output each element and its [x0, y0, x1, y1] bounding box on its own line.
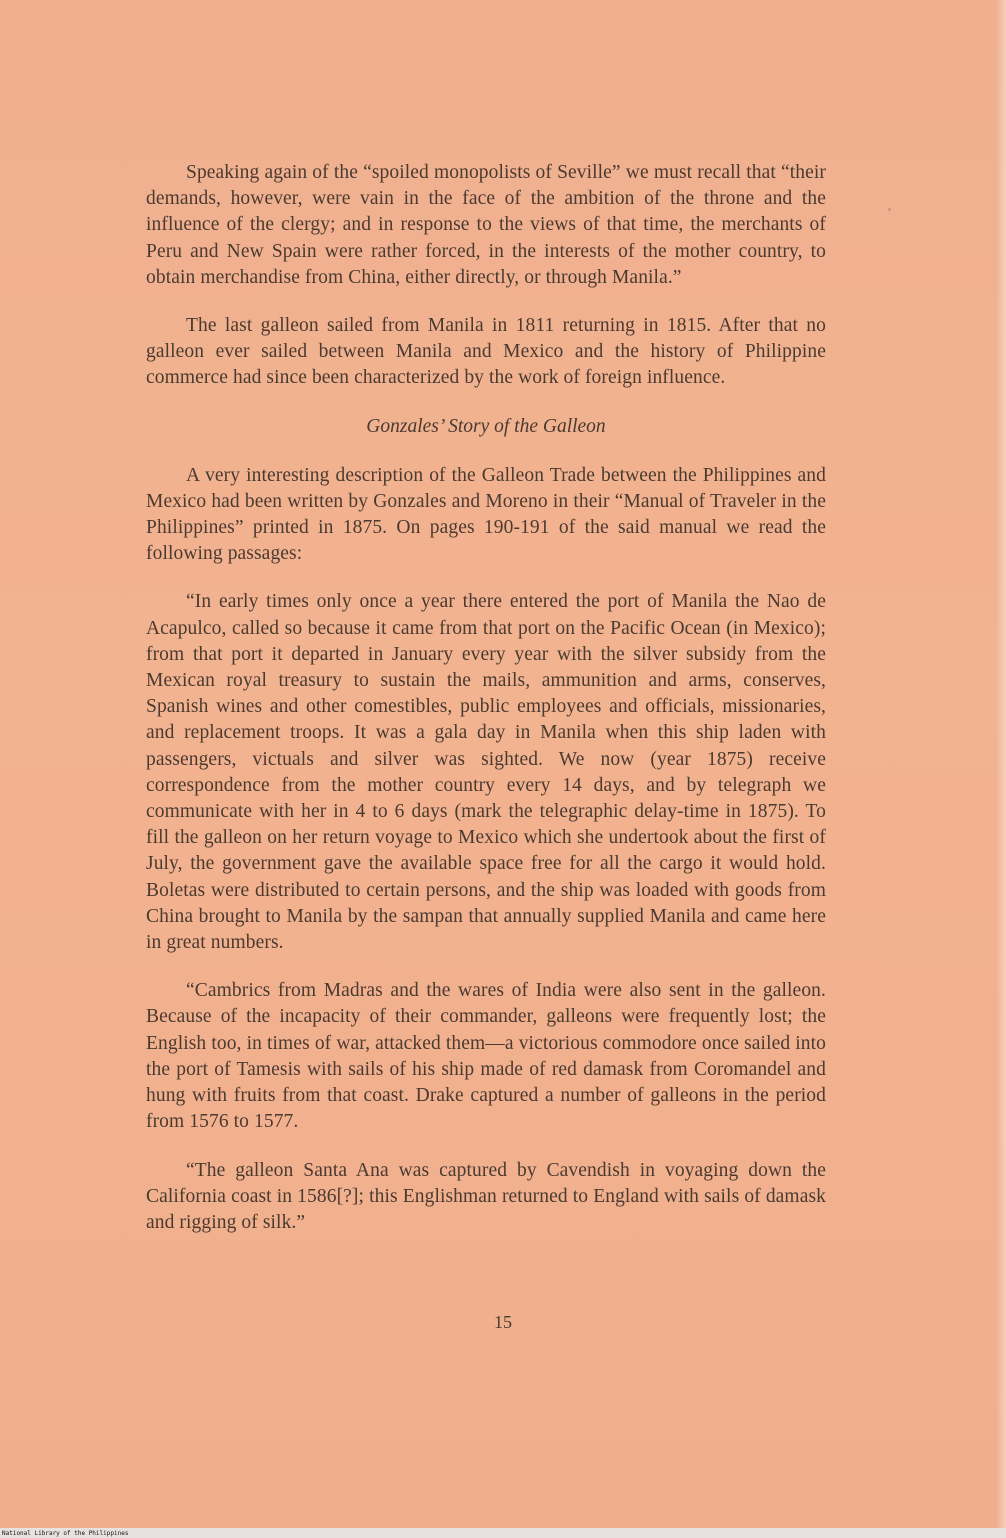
page-number: 15	[494, 1312, 512, 1332]
footer-strip	[0, 1528, 1006, 1538]
paragraph-seville-monopolists: Speaking again of the “spoiled monopolists of Seville” we must recall that “their demands, however, were vain in the face of the ambition of the throne and the influence of the clergy; and in response to the views of that time, the merchants of Peru and New Spain were rather forced, in the interests of the mother country, to obtain merchandise from China, either directly, or through Manila.”	[146, 162, 826, 288]
body-text	[146, 160, 826, 1258]
paper-speck	[888, 208, 891, 211]
paragraph-nao-de-acapulco: “In early times only once a year there entered the port of Manila the Nao de Acapulco, called so because it came from that port on the Pacific Ocean (in Mexico); from that port it departed in January every year with the silver subsidy from the Mexican royal treasury to sustain the mails, ammunition and arms, conserves, Spanish wines and other comestibles, public employees and officials, missionaries, and replacement troops. It was a gala day in Manila when this ship laden with passengers, victuals and silver was sighted. We now (year 1875) receive correspondence from the mother country every 14 days, and by telegraph we communicate with her in 4 to 6 days (mark the telegraphic delay-time in 1875). To fill the galleon on her return voyage to Mexico which she undertook about the first of July, the government gave the available space free for all the cargo it would hold. Boletas were distributed to certain persons, and the ship was loaded with goods from China brought to Manila by the sampan that annually supplied Manila and came here in great numbers.	[146, 591, 826, 954]
page-edge-highlight	[996, 0, 1006, 1538]
paragraph-gonzales-description: A very interesting description of the Galleon Trade between the Philippines and Mexico had been written by Gonzales and Moreno in their “Manual of Traveler in the Philippines” printed in 1875. On pages 190-191 of the said manual we read the following passages:	[146, 464, 826, 565]
section-heading: Gonzales’ Story of the Galleon	[366, 415, 606, 437]
paragraph-last-galleon: The last galleon sailed from Manila in 1811 returning in 1815. After that no galleon ever sailed between Manila and Mexico and the history of Philippine commerce had since been characterized by the work of foreign influence.	[146, 315, 826, 389]
paragraph-santa-ana: “The galleon Santa Ana was captured by Cavendish in voyaging down the California coast in 1586[?]; this Englishman returned to England with sails of damask and rigging of silk.”	[146, 1159, 826, 1233]
library-credit: National Library of the Philippines	[2, 1530, 129, 1537]
paragraph-cambrics-madras: “Cambrics from Madras and the wares of India were also sent in the galleon. Because of the incapacity of their commander, galleons were frequently lost; the English too, in times of war, attacked them—a victorious commodore once sailed into the port of Tamesis with sails of his ship made of red damask from Coromandel and hung with fruits from that coast. Drake captured a number of galleons in the period from 1576 to 1577.	[146, 980, 826, 1133]
